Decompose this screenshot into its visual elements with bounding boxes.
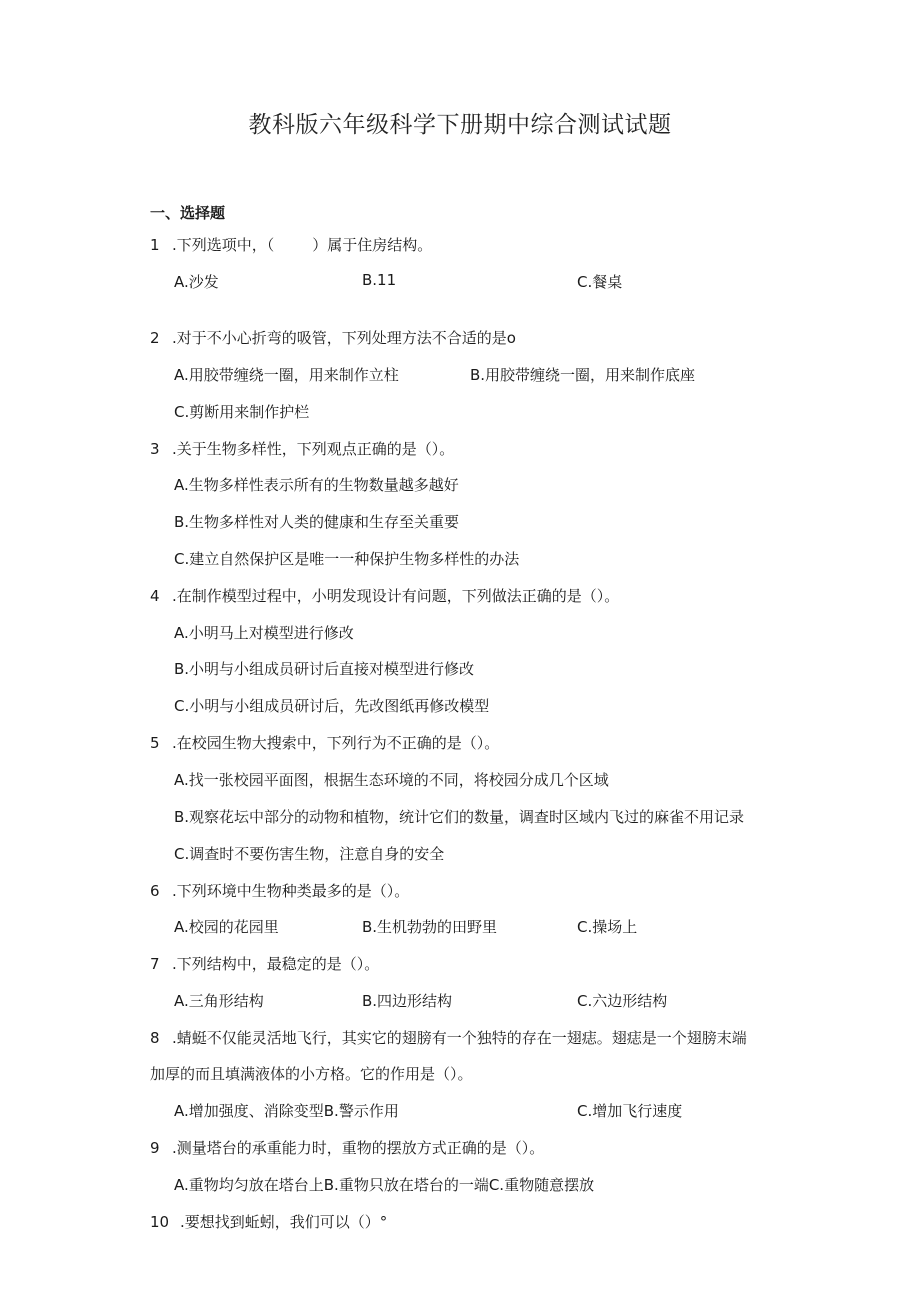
question-10	[150, 1211, 387, 1232]
section-heading: 一、选择题	[150, 204, 226, 222]
question-6	[150, 880, 409, 901]
option-b: B.观察花坛中部分的动物和植物，统计它们的数量，调查时区域内飞过的麻雀不用记录	[174, 808, 745, 826]
option-c: C.六边形结构	[577, 992, 668, 1010]
question-number: 1	[150, 236, 160, 254]
question-text: .在校园生物大搜索中，下列行为不正确的是（）。	[172, 734, 500, 752]
option-c: C.调查时不要伤害生物，注意自身的安全	[174, 845, 445, 863]
option-b: B.11	[362, 271, 397, 289]
question-1	[150, 234, 432, 255]
option-c: C.剪断用来制作护栏	[174, 403, 310, 421]
option-c: C.操场上	[577, 918, 638, 936]
option-c: C.增加飞行速度	[577, 1102, 683, 1120]
question-text: .下列选项中，（	[172, 236, 275, 254]
question-4	[150, 585, 619, 606]
option-b: B.用胶带缠绕一圈，用来制作底座	[470, 366, 696, 384]
question-9	[150, 1137, 544, 1158]
question-number: 9	[150, 1139, 160, 1157]
question-number: 6	[150, 882, 160, 900]
option-b: B.四边形结构	[362, 992, 453, 1010]
question-text: .下列环境中生物种类最多的是（）。	[172, 882, 410, 900]
question-text: .在制作模型过程中，小明发现设计有问题，下列做法正确的是（）。	[172, 587, 620, 605]
option-b: B.生机勃勃的田野里	[362, 918, 498, 936]
question-7	[150, 953, 379, 974]
question-number: 5	[150, 734, 160, 752]
option-a-b-c: A.重物均匀放在塔台上B.重物只放在塔台的一端C.重物随意摆放	[174, 1176, 595, 1194]
question-text: .要想找到蚯蚓，我们可以（）°	[180, 1213, 388, 1231]
question-2	[150, 327, 516, 348]
question-8	[150, 1027, 747, 1048]
question-text: .测量塔台的承重能力时，重物的摆放方式正确的是（）。	[172, 1139, 545, 1157]
question-5	[150, 732, 499, 753]
question-number: 2	[150, 329, 160, 347]
option-a: A.三角形结构	[174, 992, 264, 1010]
question-number: 7	[150, 955, 160, 973]
option-a: A.沙发	[174, 273, 219, 291]
option-a: A.校园的花园里	[174, 918, 279, 936]
option-a: A.用胶带缠绕一圈，用来制作立柱	[174, 366, 399, 384]
option-a: A.生物多样性表示所有的生物数量越多越好	[174, 476, 459, 494]
option-c: C.餐桌	[577, 273, 623, 291]
question-text: .对于不小心折弯的吸管，下列处理方法不合适的是o	[172, 329, 516, 347]
option-c: C.建立自然保护区是唯一一种保护生物多样性的办法	[174, 550, 520, 568]
question-number: 8	[150, 1029, 160, 1047]
question-text: .关于生物多样性，下列观点正确的是（）。	[172, 440, 455, 458]
question-text-end: ）属于住房结构。	[312, 236, 433, 254]
option-a-b: A.增加强度、消除变型B.警示作用	[174, 1102, 399, 1120]
question-8-continued: 加厚的而且填满液体的小方格。它的作用是（）。	[150, 1065, 473, 1083]
question-text: .蜻蜓不仅能灵活地飞行，其实它的翅膀有一个独特的存在一翅痣。翅痣是一个翅膀末端	[172, 1029, 747, 1047]
option-b: B.生物多样性对人类的健康和生存至关重要	[174, 513, 460, 531]
question-number: 3	[150, 440, 160, 458]
option-a: A.找一张校园平面图，根据生态环境的不同，将校园分成几个区域	[174, 771, 609, 789]
page-title: 教科版六年级科学下册期中综合测试试题	[248, 112, 672, 138]
question-3	[150, 438, 454, 459]
question-text: .下列结构中，最稳定的是（）。	[172, 955, 380, 973]
option-a: A.小明马上对模型进行修改	[174, 624, 354, 642]
option-b: B.小明与小组成员研讨后直接对模型进行修改	[174, 660, 475, 678]
option-c: C.小明与小组成员研讨后，先改图纸再修改模型	[174, 697, 490, 715]
question-number: 10	[150, 1213, 170, 1231]
question-number: 4	[150, 587, 160, 605]
